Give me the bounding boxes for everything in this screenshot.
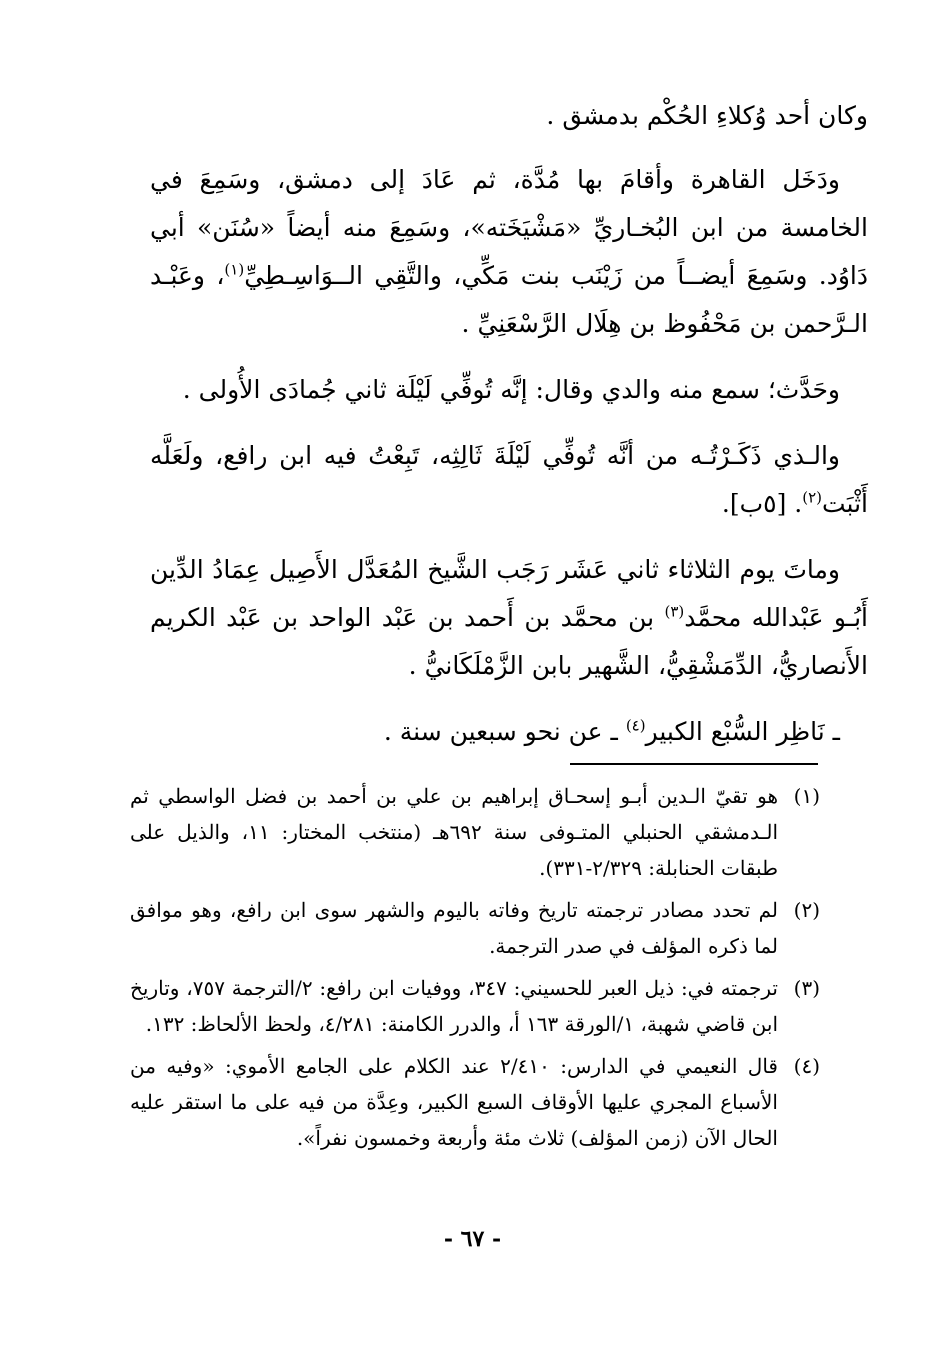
footnote-2 [130,892,820,964]
paragraph-1-text: وكان أحد وُكلاءِ الحُكْم بدمشق . [546,101,868,130]
footnote-1-number: (١) [793,784,820,808]
paragraph-6 [150,708,868,756]
paragraph-6-text: ـ نَاظِر السُّبْع الكبير [645,717,840,746]
paragraph-2 [150,156,868,348]
footnote-3 [130,970,820,1042]
footnote-ref-1: (١) [224,260,245,279]
paragraph-4 [150,432,868,528]
paragraph-1 [150,92,868,140]
footnote-2-text: لم تحدد مصادر ترجمته تاريخ وفاته باليوم والشهر سوى ابن رافع، وهو موافق لما ذكره المؤلف في صدر الترجمة. [130,898,778,958]
footnote-1 [130,778,820,886]
footnote-3-number: (٣) [793,976,820,1000]
footnote-ref-4: (٤) [625,716,646,735]
paragraph-5-text: وماتَ يوم الثلاثاء ثاني عَشَر رَجَب الشَّيخ المُعَدَّل الأَصِيل عِمَادُ الدِّين أَبُـو عَبْدالله محمَّد [150,555,869,632]
footnote-4-text: قال النعيمي في الدارس: ٢/٤١٠ عند الكلام على الجامع الأموي: «وفيه من الأسباع المجري عليها الأوقاف السبع الكبير، وعِدَّة من فيه على ما استقر عليه الحال الآن (زمن المؤلف) ثلاث مئة وأربعة وخمسون نفراً». [130,1054,778,1150]
paragraph-2-rest: ، وعَبْـد الـرَّحمن بن مَحْفُوظ بن هِلَال الرَّسْعَنِيِّ . [150,261,868,338]
paragraph-4-text: والـذي ذَكَـرْتُـه من أنَّه تُوفِّي لَيْلَةَ ثَالِثِه، تَبِعْتُ فيه ابن رافع، ولَعَلَّه أَثْبَت [150,441,868,518]
paragraph-3 [150,366,868,414]
paragraph-3-text: وحَدَّث؛ سمع منه والدي وقال: إنَّه تُوفِّي لَيْلَة ثاني جُمادَى الأُولى . [182,375,840,404]
paragraph-5-rest: بن محمَّد بن أَحمد بن عَبْد الواحد بن عَبْد الكريم الأَنصاريُّ، الدِّمَشْقِيُّ، الشَّهير بابن الزَّمْلَكَانيُّ . [150,603,868,680]
footnote-divider [570,763,818,765]
footnote-ref-2: (٢) [802,488,822,507]
footnote-1-text: هو تقيّ الـدين أبـو إسحـاق إبراهيم بن علي بن أحمد بن فضل الواسطي ثم الـدمشقي الحنبلي المتـوفى سنة ٦٩٢هـ (منتخب المختار: ١١، والذيل على طبقات الحنابلة: ٢/٣٢٩-٣٣١). [130,784,778,880]
paragraph-4-rest: . [٥ب]. [721,489,803,518]
paragraph-5 [150,546,868,690]
footnote-ref-3: (٣) [664,602,685,621]
paragraph-2-text: ودَخَل القاهرة وأقامَ بها مُدَّة، ثم عَادَ إلى دمشق، وسَمِعَ في الخامسة من ابن البُخـاريِّ «مَشْيَخَته»، وسَمِعَ منه أيضاً «سُنَن» أبي دَاوُد. وسَمِعَ أيضــاً من زَيْنَب بنت مَكِّي، والتَّقِي الــوَاسِـطِيِّ [150,165,869,290]
footnote-4 [130,1048,820,1156]
footnote-3-text: ترجمته في: ذيل العبر للحسيني: ٣٤٧، ووفيات ابن رافع: ٢/الترجمة ٧٥٧، وتاريخ ابن قاضي شهبة، ١/الورقة ١٦٣ أ، والدرر الكامنة: ٤/٢٨١، ولحظ الألحاظ: ١٣٢. [130,976,778,1036]
footnote-2-number: (٢) [793,898,820,922]
paragraph-6-rest: ـ عن نحو سبعين سنة . [383,717,626,746]
main-text [150,92,868,774]
footnote-4-number: (٤) [793,1054,820,1078]
footnotes [130,778,820,1162]
page-number: - ٦٧ - [443,1226,502,1252]
